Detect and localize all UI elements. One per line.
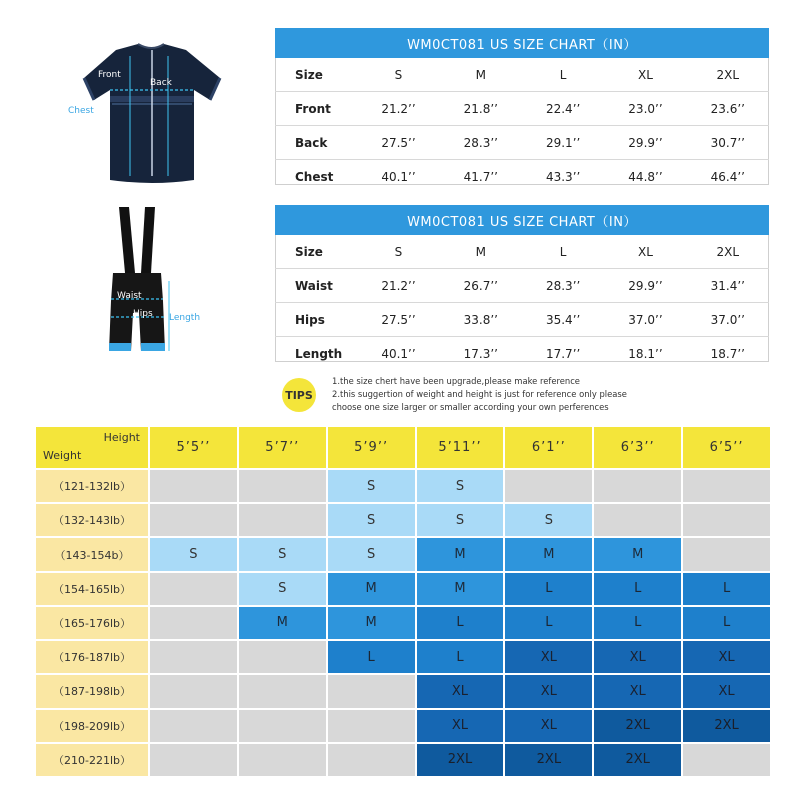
size-cell: S: [417, 470, 504, 502]
bib-hips-label: Hips: [133, 309, 153, 319]
corner-height-label: Height: [103, 431, 140, 444]
size-cell: [150, 710, 237, 742]
table-row: [275, 126, 769, 160]
weight-label: （187-198lb）: [36, 675, 148, 707]
size-cell: S: [239, 538, 326, 570]
jersey-chest-label: Chest: [68, 106, 94, 116]
size-cell: M: [417, 538, 504, 570]
table-cell: 18.7’’: [710, 346, 745, 361]
height-header: 6’3’’: [594, 427, 681, 468]
table-cell: M: [440, 58, 522, 92]
size-cell: 2XL: [505, 744, 592, 776]
table-cell: 35.4’’: [522, 303, 604, 337]
size-cell: L: [594, 607, 681, 639]
table-cell: 40.1’’: [381, 169, 416, 184]
size-cell: [239, 504, 326, 536]
table-cell: 29.1’’: [522, 126, 604, 160]
size-cell: [239, 710, 326, 742]
height-header: 5’11’’: [417, 427, 504, 468]
size-cell: [683, 470, 770, 502]
table-cell: Chest: [295, 169, 334, 184]
size-cell: [150, 607, 237, 639]
size-cell: S: [150, 538, 237, 570]
table-row: [275, 303, 769, 337]
size-cell: [594, 470, 681, 502]
size-cell: M: [328, 607, 415, 639]
tips-line-1: 1.the size chert have been upgrade,please make reference: [332, 376, 580, 386]
bib-table-header: [275, 235, 769, 269]
size-cell: L: [683, 573, 770, 605]
size-cell: [150, 744, 237, 776]
bib-illustration: [95, 203, 225, 358]
table-cell: XL: [604, 235, 686, 269]
table-cell: 22.4’’: [522, 92, 604, 126]
size-cell: M: [417, 573, 504, 605]
size-cell: 2XL: [417, 744, 504, 776]
table-cell: 26.7’’: [440, 269, 522, 303]
weight-label: （143-154b）: [36, 538, 148, 570]
height-header: 6’5’’: [683, 427, 770, 468]
bib-waist-label: Waist: [117, 291, 142, 301]
corner-weight-label: Weight: [43, 449, 82, 462]
table-cell: 46.4’’: [710, 169, 745, 184]
table-cell: 21.2’’: [357, 92, 439, 126]
table-cell: Size: [275, 235, 357, 269]
table-cell: 33.8’’: [440, 303, 522, 337]
height-header: 6’1’’: [505, 427, 592, 468]
size-cell: [150, 675, 237, 707]
size-cell: S: [328, 538, 415, 570]
size-cell: [150, 504, 237, 536]
table-cell: 40.1’’: [381, 346, 416, 361]
table-cell: 31.4’’: [687, 269, 769, 303]
table-cell: 37.0’’: [604, 303, 686, 337]
table-cell: M: [440, 235, 522, 269]
size-cell: XL: [505, 641, 592, 673]
size-cell: XL: [683, 675, 770, 707]
size-cell: M: [505, 538, 592, 570]
size-cell: L: [505, 573, 592, 605]
table-cell: 23.6’’: [687, 92, 769, 126]
weight-label: （210-221lb）: [36, 744, 148, 776]
table-cell: XL: [604, 58, 686, 92]
table-row: [275, 92, 769, 126]
size-cell: [683, 504, 770, 536]
size-cell: [150, 641, 237, 673]
weight-label: （132-143lb）: [36, 504, 148, 536]
table-cell: 27.5’’: [357, 126, 439, 160]
size-cell: XL: [594, 675, 681, 707]
size-cell: L: [417, 641, 504, 673]
table-cell: 41.7’’: [463, 169, 498, 184]
size-cell: S: [505, 504, 592, 536]
table-cell: 21.2’’: [357, 269, 439, 303]
size-cell: 2XL: [683, 710, 770, 742]
table-cell: Size: [275, 58, 357, 92]
size-cell: L: [683, 607, 770, 639]
size-cell: M: [239, 607, 326, 639]
jersey-table-header: [275, 58, 769, 92]
size-cell: [239, 641, 326, 673]
bib-length-label: Length: [169, 313, 201, 323]
bib-size-table: [275, 205, 769, 370]
size-cell: [239, 675, 326, 707]
table-row: [275, 337, 769, 371]
size-cell: L: [417, 607, 504, 639]
size-cell: M: [594, 538, 681, 570]
jersey-front-label: Front: [98, 70, 121, 80]
size-cell: [150, 470, 237, 502]
tips-line-3: choose one size larger or smaller according your own perferences: [332, 402, 609, 412]
table-cell: 17.7’’: [545, 346, 581, 361]
table-cell: L: [522, 58, 604, 92]
jersey-back-label: Back: [150, 78, 172, 88]
tips-line-2: 2.this suggertion of weight and height is just for reference only please: [332, 389, 627, 399]
grid-corner: [36, 427, 148, 468]
size-cell: M: [328, 573, 415, 605]
table-cell: 30.7’’: [687, 126, 769, 160]
table-cell: Hips: [275, 303, 357, 337]
size-cell: [328, 710, 415, 742]
table-cell: Waist: [275, 269, 357, 303]
size-cell: XL: [417, 710, 504, 742]
size-cell: [150, 573, 237, 605]
table-cell: 28.3’’: [522, 269, 604, 303]
weight-label: （176-187lb）: [36, 641, 148, 673]
size-cell: S: [239, 573, 326, 605]
size-cell: L: [594, 573, 681, 605]
bib-image: [95, 203, 225, 358]
size-cell: [328, 744, 415, 776]
size-recommendation-grid: [36, 427, 770, 776]
size-cell: [328, 675, 415, 707]
size-cell: S: [328, 504, 415, 536]
table-cell: 2XL: [687, 58, 769, 92]
table-cell: 37.0’’: [687, 303, 769, 337]
size-cell: L: [328, 641, 415, 673]
table-cell: Back: [275, 126, 357, 160]
weight-label: （198-209lb）: [36, 710, 148, 742]
size-cell: [239, 744, 326, 776]
tips-badge: TIPS: [282, 378, 316, 412]
table-cell: 23.0’’: [604, 92, 686, 126]
size-cell: [594, 504, 681, 536]
height-header: 5’9’’: [328, 427, 415, 468]
size-cell: S: [417, 504, 504, 536]
size-cell: [239, 470, 326, 502]
table-row: [275, 269, 769, 303]
table-cell: 27.5’’: [357, 303, 439, 337]
jersey-illustration: [60, 38, 260, 188]
table-cell: L: [522, 235, 604, 269]
table-row: [275, 160, 769, 194]
size-cell: L: [505, 607, 592, 639]
size-cell: XL: [683, 641, 770, 673]
jersey-size-table: [275, 28, 769, 193]
size-cell: XL: [594, 641, 681, 673]
jersey-table-title: WM0CT081 US SIZE CHART（IN）: [275, 28, 769, 58]
table-cell: 28.3’’: [440, 126, 522, 160]
size-cell: XL: [505, 710, 592, 742]
table-cell: S: [357, 235, 439, 269]
table-cell: 43.3’’: [545, 169, 581, 184]
height-header: 5’5’’: [150, 427, 237, 468]
table-cell: 17.3’’: [463, 346, 498, 361]
weight-label: （154-165lb）: [36, 573, 148, 605]
weight-label: （165-176lb）: [36, 607, 148, 639]
size-cell: [505, 470, 592, 502]
weight-label: （121-132lb）: [36, 470, 148, 502]
table-cell: 21.8’’: [440, 92, 522, 126]
size-cell: XL: [505, 675, 592, 707]
size-cell: [683, 538, 770, 570]
table-cell: Length: [295, 346, 343, 361]
table-cell: 29.9’’: [604, 269, 686, 303]
bib-table-title: WM0CT081 US SIZE CHART（IN）: [275, 205, 769, 235]
table-cell: Front: [275, 92, 357, 126]
table-cell: 2XL: [687, 235, 769, 269]
size-cell: XL: [417, 675, 504, 707]
table-cell: 29.9’’: [604, 126, 686, 160]
height-header: 5’7’’: [239, 427, 326, 468]
size-cell: 2XL: [594, 710, 681, 742]
size-cell: 2XL: [594, 744, 681, 776]
table-cell: 18.1’’: [628, 346, 663, 361]
table-cell: S: [357, 58, 439, 92]
table-cell: 44.8’’: [628, 169, 663, 184]
size-cell: S: [328, 470, 415, 502]
size-cell: [683, 744, 770, 776]
